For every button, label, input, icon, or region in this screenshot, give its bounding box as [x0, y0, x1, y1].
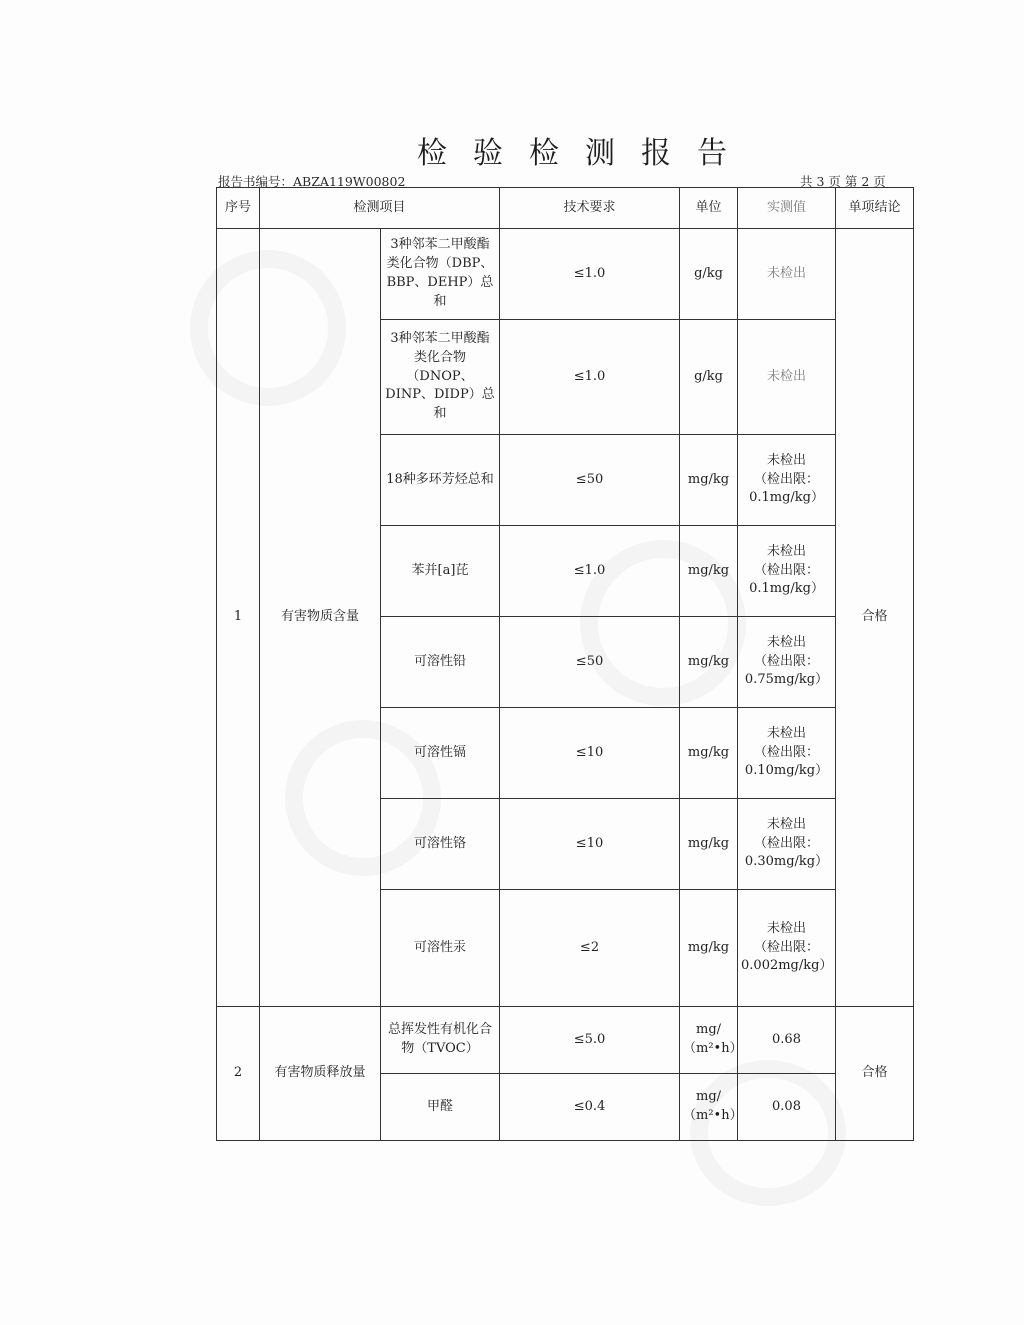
item-name-cell: 可溶性镉	[381, 708, 500, 799]
unit-cell: mg/kg	[680, 890, 738, 1007]
result-cell: 未检出	[738, 320, 836, 435]
requirement-cell: ≤10	[500, 708, 680, 799]
results-table	[216, 187, 914, 1141]
unit-cell: mg/（m²•h）	[680, 1074, 738, 1141]
requirement-cell: ≤5.0	[500, 1007, 680, 1074]
unit-cell: mg/（m²•h）	[680, 1007, 738, 1074]
requirement-cell: ≤50	[500, 435, 680, 526]
requirement-cell: ≤0.4	[500, 1074, 680, 1141]
unit-cell: g/kg	[680, 320, 738, 435]
item-name-cell: 3种邻苯二甲酸酯类化合物（DBP、BBP、DEHP）总和	[381, 229, 500, 320]
unit-cell: mg/kg	[680, 799, 738, 890]
item-name-cell: 总挥发性有机化合物（TVOC）	[381, 1007, 500, 1074]
result-cell: 未检出	[738, 229, 836, 320]
result-cell: 未检出 （检出限： 0.75mg/kg）	[738, 617, 836, 708]
item-name-cell: 可溶性铬	[381, 799, 500, 890]
conclusion-cell: 合格	[836, 1007, 914, 1141]
item-name-cell: 18种多环芳烃总和	[381, 435, 500, 526]
unit-cell: mg/kg	[680, 526, 738, 617]
result-cell: 未检出 （检出限： 0.30mg/kg）	[738, 799, 836, 890]
result-cell: 未检出 （检出限： 0.10mg/kg）	[738, 708, 836, 799]
result-cell: 未检出 （检出限： 0.1mg/kg）	[738, 526, 836, 617]
result-cell: 未检出 （检出限： 0.1mg/kg）	[738, 435, 836, 526]
header-conclusion: 单项结论	[836, 188, 914, 229]
unit-cell: mg/kg	[680, 435, 738, 526]
category-cell: 有害物质含量	[260, 229, 381, 1007]
table-header-row	[217, 188, 914, 229]
unit-cell: mg/kg	[680, 617, 738, 708]
report-number-value: ABZA119W00802	[293, 174, 406, 189]
unit-cell: g/kg	[680, 229, 738, 320]
requirement-cell: ≤2	[500, 890, 680, 1007]
seq-cell: 1	[217, 229, 260, 1007]
report-number-label: 报告书编号：	[218, 174, 294, 189]
item-name-cell: 甲醛	[381, 1074, 500, 1141]
item-name-cell: 3种邻苯二甲酸酯类化合物（DNOP、DINP、DIDP）总和	[381, 320, 500, 435]
table-row	[217, 229, 914, 320]
item-name-cell: 苯并[a]芘	[381, 526, 500, 617]
seq-cell: 2	[217, 1007, 260, 1141]
header-requirement: 技术要求	[500, 188, 680, 229]
requirement-cell: ≤50	[500, 617, 680, 708]
header-result: 实测值	[738, 188, 836, 229]
item-name-cell: 可溶性铅	[381, 617, 500, 708]
requirement-cell: ≤1.0	[500, 229, 680, 320]
conclusion-cell: 合格	[836, 229, 914, 1007]
table-row	[217, 1007, 914, 1074]
unit-cell: mg/kg	[680, 708, 738, 799]
header-unit: 单位	[680, 188, 738, 229]
requirement-cell: ≤10	[500, 799, 680, 890]
requirement-cell: ≤1.0	[500, 320, 680, 435]
result-cell: 未检出 （检出限： 0.002mg/kg）	[738, 890, 836, 1007]
page-info: 共 3 页 第 2 页	[800, 174, 886, 189]
category-cell: 有害物质释放量	[260, 1007, 381, 1141]
requirement-cell: ≤1.0	[500, 526, 680, 617]
item-name-cell: 可溶性汞	[381, 890, 500, 1007]
result-cell: 0.08	[738, 1074, 836, 1141]
header-test-item: 检测项目	[260, 188, 500, 229]
page-title: 检验检测报告	[417, 136, 753, 171]
result-cell: 0.68	[738, 1007, 836, 1074]
header-seq: 序号	[217, 188, 260, 229]
